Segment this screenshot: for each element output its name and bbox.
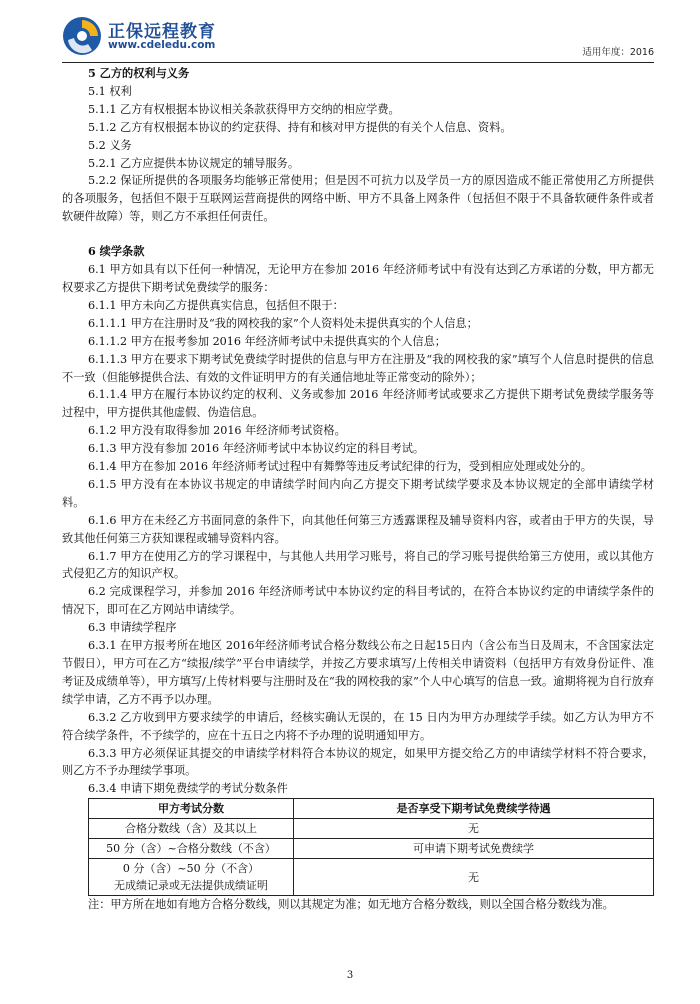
table-row [89,859,654,896]
clause-6-1-1-2: 6.1.1.2 甲方在报考参加 2016 年经济师考试中未提供真实的个人信息； [88,334,446,348]
table-cell-treatment: 无 [294,819,654,839]
table-row [89,839,654,859]
clause-6-3-3: 6.3.3 甲方必须保证其提交的申请续学材料符合本协议的规定，如果甲方提交给乙方的申请续学材料不符合要求，则乙方不予办理续学事项。 [62,746,654,778]
table-row [89,819,654,839]
clause-6-1-1: 6.1.1 甲方未向乙方提供真实信息，包括但不限于： [88,298,344,312]
clause-5-2-2: 5.2.2 保证所提供的各项服务均能够正常使用；但是因不可抗力以及学员一方的原因造成不能正常使用乙方所提供的各项服务，包括但不限于互联网运营商提供的网络中断、甲方不具备上网条件（包括但不限于不具备软硬件条件或者软硬件故障）等，则乙方不承担任何责任。 [62,174,654,224]
table-header-treatment: 是否享受下期考试免费续学待遇 [294,799,654,819]
logo-icon [62,16,102,56]
table-header-row [89,799,654,819]
clause-6-1-5: 6.1.5 甲方没有在本协议书规定的申请续学时间内向乙方提交下期考试续学要求及本协议规定的全部申请续学材料。 [62,477,654,509]
clause-6-3-2: 6.3.2 乙方收到甲方要求续学的申请后，经核实确认无误的，在 15 日内为甲方办理续学手续。如乙方认为甲方不符合续学条件，不予续学的，应在十五日之内将不予办理的说明通知甲方。 [62,710,654,742]
clause-6-1-1-1: 6.1.1.1 甲方在注册时及“我的网校我的家”个人资料处未提供真实的个人信息； [88,316,478,330]
clause-6-1-3: 6.1.3 甲方没有参加 2016 年经济师考试中本协议约定的科目考试。 [88,442,425,456]
clause-6-1: 6.1 甲方如具有以下任何一种情况，无论甲方在参加 2016 年经济师考试中有没有达到乙方承诺的分数，甲方都无权要求乙方提供下期考试免费续学的服务： [62,263,654,294]
score-conditions-table [88,798,654,896]
brand-name: 正保远程教育 [108,22,216,42]
clause-5-2-1: 5.2.1 乙方应提供本协议规定的辅导服务。 [88,156,300,170]
clause-6-3-1: 6.3.1 在甲方报考所在地区 2016年经济师考试合格分数线公布之日起15日内（含公布当日及周末，不含国家法定节假日），甲方可在乙方“续报/续学”平台申请续学，并按乙方要求填写/上传相关申请资料（包括甲方有效身份证件、准考证及成绩单等），甲方填写/上传材料要与注册时及在“我的网校我的家”个人中心填写的信息一致。逾期将视为自行放弃续学申请，乙方不再予以办理。 [62,639,654,706]
spacer [62,226,654,243]
year-label: 适用年度：2016 [582,47,654,58]
section-5-title: 5 乙方的权利与义务 [88,66,190,80]
table-cell-score-line1: 0 分（含）~50 分（不含） [122,862,260,876]
brand-url: www.cdeledu.com [108,39,216,51]
clause-5-1: 5.1 权利 [88,84,132,98]
table-cell-score: 50 分（含）~合格分数线（不含） [89,839,294,859]
page-header [62,14,654,64]
clause-6-1-1-4: 6.1.1.4 甲方在履行本协议约定的权利、义务或参加 2016 年经济师考试或要求乙方提供下期考试免费续学服务等过程中，甲方提供其他虚假、伪造信息。 [62,388,654,420]
table-cell-score-line2: 无成绩记录或无法提供成绩证明 [114,879,268,893]
clause-5-1-1: 5.1.1 乙方有权根据本协议相关条款获得甲方交纳的相应学费。 [88,102,400,116]
clause-6-2: 6.2 完成课程学习，并参加 2016 年经济师考试中本协议约定的科目考试的，在符合本协议约定的申请续学条件的情况下，即可在乙方网站申请续学。 [62,585,654,617]
clause-6-1-4: 6.1.4 甲方在参加 2016 年经济师考试过程中有舞弊等违反考试纪律的行为，受到相应处理或处分的。 [88,460,592,474]
section-6-title: 6 续学条款 [88,244,145,259]
clause-5-1-2: 5.1.2 乙方有权根据本协议的约定获得、持有和核对甲方提供的有关个人信息、资料。 [88,120,512,134]
table-header-score: 甲方考试分数 [89,799,294,819]
clause-6-3-4: 6.3.4 申请下期免费续学的考试分数条件 [88,782,288,796]
table-cell-treatment: 无 [294,859,654,896]
page-number: 3 [346,970,354,981]
clause-6-3: 6.3 申请续学程序 [88,621,177,635]
clause-6-1-1-3: 6.1.1.3 甲方在要求下期考试免费续学时提供的信息与甲方在注册及“我的网校我的家”填写个人信息时提供的信息不一致（但能够提供合法、有效的文件证明甲方的有关通信地址等正常变动的除外）； [62,352,654,384]
clause-5-2: 5.2 义务 [88,138,132,152]
clause-6-1-6: 6.1.6 甲方在未经乙方书面同意的条件下，向其他任何第三方透露课程及辅导资料内容，或者由于甲方的失误，导致其他任何第三方获知课程或辅导资料内容。 [62,513,654,545]
header-divider [62,62,654,63]
clause-6-1-2: 6.1.2 甲方没有取得参加 2016 年经济师考试资格。 [88,424,346,438]
table-cell-score: 合格分数线（含）及其以上 [89,819,294,839]
table-cell-score [89,859,294,896]
document-body [62,65,654,914]
table-cell-treatment: 可申请下期考试免费续学 [294,839,654,859]
table-note: 注：甲方所在地如有地方合格分数线，则以其规定为准；如无地方合格分数线，则以全国合格分数线为准。 [88,898,614,912]
clause-6-1-7: 6.1.7 甲方在使用乙方的学习课程中，与其他人共用学习账号，将自己的学习账号提供给第三方使用，或以其他方式侵犯乙方的知识产权。 [62,549,654,581]
